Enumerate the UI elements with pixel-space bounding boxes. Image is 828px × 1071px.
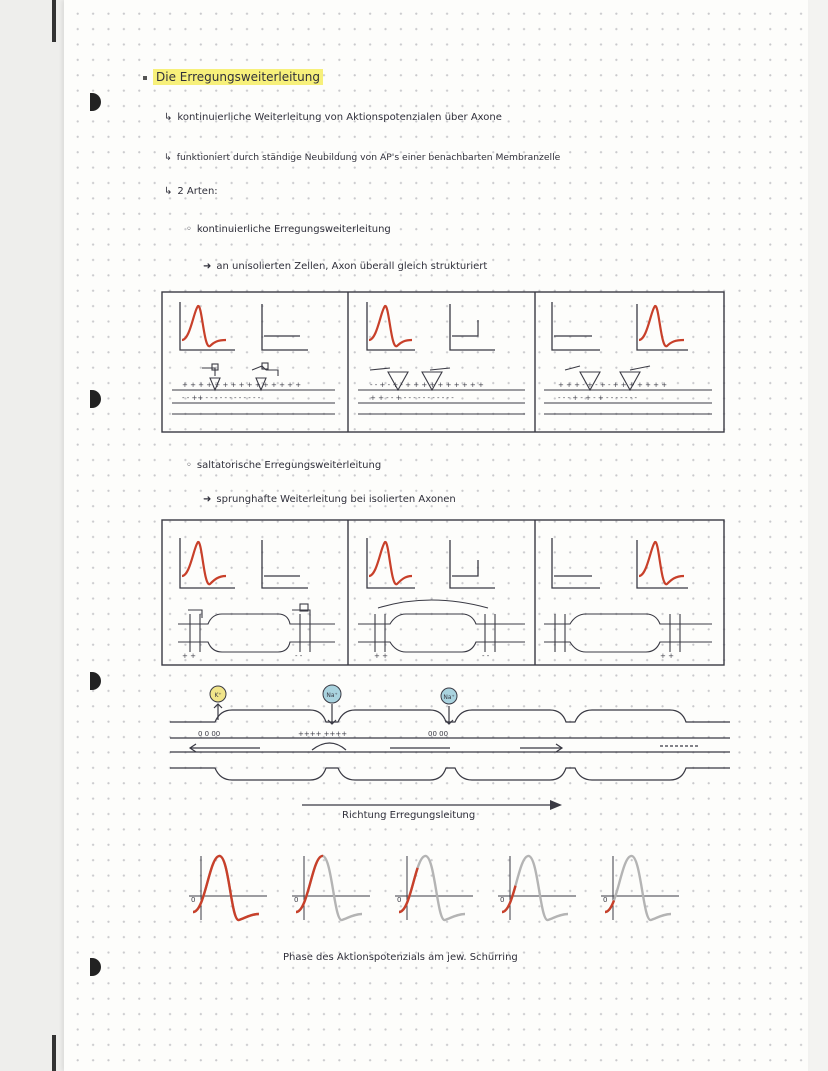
ap-curve-4	[498, 856, 576, 920]
svg-text:+ +: + +	[374, 652, 388, 660]
svg-text:- - ++ - - - - - - - - - - - -: - - ++ - - - - - - - - - - - -	[182, 394, 261, 402]
potassium-ion	[210, 686, 226, 702]
zero-label: 0	[294, 896, 299, 904]
curved-arrow-icon: ↳	[164, 152, 172, 163]
type-2-name: ◦ saltatorische Erregungsweiterleitung	[186, 460, 382, 471]
svg-text:- - + - + - + + + + + + + + +: - - + - + - + + + + + + + + + +	[370, 381, 484, 389]
svg-text:+ + - - + - - - - - - - - - -: + + - - + - - - - - - - - - - -	[370, 394, 454, 402]
zero-label: 0	[397, 896, 402, 904]
type-2-detail: ➜ sprunghafte Weiterleitung bei isolierten Axonen	[203, 494, 456, 505]
axon-label-2: ++++ ++++	[298, 730, 348, 738]
direction-label: Richtung Erregungsleitung	[342, 810, 476, 821]
svg-text:+ + + - + - + - + + + + + + +: + + + - + - + - + + + + + + +	[558, 381, 668, 389]
continuous-conduction-diagram	[160, 290, 726, 435]
zero-label: 0	[500, 896, 505, 904]
panel-2	[358, 302, 525, 414]
svg-text:Na⁺: Na⁺	[443, 694, 455, 701]
zero-label: 0	[191, 896, 196, 904]
zero-label: 0	[603, 896, 608, 904]
svg-text:- -: - -	[295, 652, 303, 660]
panel-1	[172, 302, 335, 414]
binder-mark-top	[52, 0, 56, 42]
panel-3	[544, 302, 712, 414]
ap-curve-2	[292, 856, 370, 920]
svg-text:+ +: + +	[660, 652, 674, 660]
svg-text:- -: - -	[482, 652, 490, 660]
ap-curve-1	[189, 856, 267, 920]
ap-passed-phase	[193, 856, 259, 920]
arrow-right-icon: ➜	[203, 261, 212, 272]
heading	[143, 70, 323, 84]
caption: Phase des Aktionspotenzials am jew. Schürring	[283, 952, 518, 963]
axon-schematic	[160, 680, 740, 790]
ap-curve-5	[601, 856, 679, 920]
binder-mark-bottom	[52, 1035, 56, 1071]
axon-label-3: 00 00	[428, 730, 449, 738]
type-1-detail: ➜ an unisolierten Zellen, Axon überall gleich strukturiert	[203, 261, 488, 272]
saltatory-conduction-diagram	[160, 518, 726, 668]
point-2: ↳ funktioniert durch ständige Neubildung von AP's einer benachbarten Membranzelle	[164, 152, 561, 163]
type-1-name: ◦ kontinuierliche Erregungsweiterleitung	[186, 224, 391, 235]
svg-text:Na⁺: Na⁺	[326, 692, 338, 699]
circle-bullet-icon: ◦	[186, 224, 192, 235]
ap-curve-3	[395, 856, 473, 920]
svg-text:- - - + - + - + - - - - - - -: - - - + - + - + - - - - - - -	[558, 394, 638, 402]
panel-3	[544, 538, 712, 660]
panel-1	[178, 538, 335, 660]
panel-2	[358, 538, 525, 660]
curved-arrow-icon: ↳	[164, 112, 173, 123]
heading-text: Die Erregungsweiterleitung	[153, 69, 323, 85]
svg-text:K⁺: K⁺	[214, 692, 222, 699]
sodium-ion-1	[323, 685, 341, 703]
axon-label-1: 0 0 00	[198, 730, 221, 738]
background-edge	[0, 0, 64, 1071]
arrow-right-icon: ➜	[203, 494, 212, 505]
point-1: ↳ kontinuierliche Weiterleitung von Aktionspotenzialen über Axone	[164, 112, 502, 123]
sodium-ion-2	[441, 688, 457, 704]
svg-text:+ +: + +	[182, 652, 196, 660]
bullet-icon	[143, 76, 147, 80]
curved-arrow-icon: ↳	[164, 186, 173, 197]
circle-bullet-icon: ◦	[186, 460, 192, 471]
point-3: ↳ 2 Arten:	[164, 186, 218, 197]
ap-phase-series	[175, 850, 695, 930]
svg-text:+ + + + + + + + + + + + + + +: + + + + + + + + + + + + + + +	[182, 381, 302, 389]
